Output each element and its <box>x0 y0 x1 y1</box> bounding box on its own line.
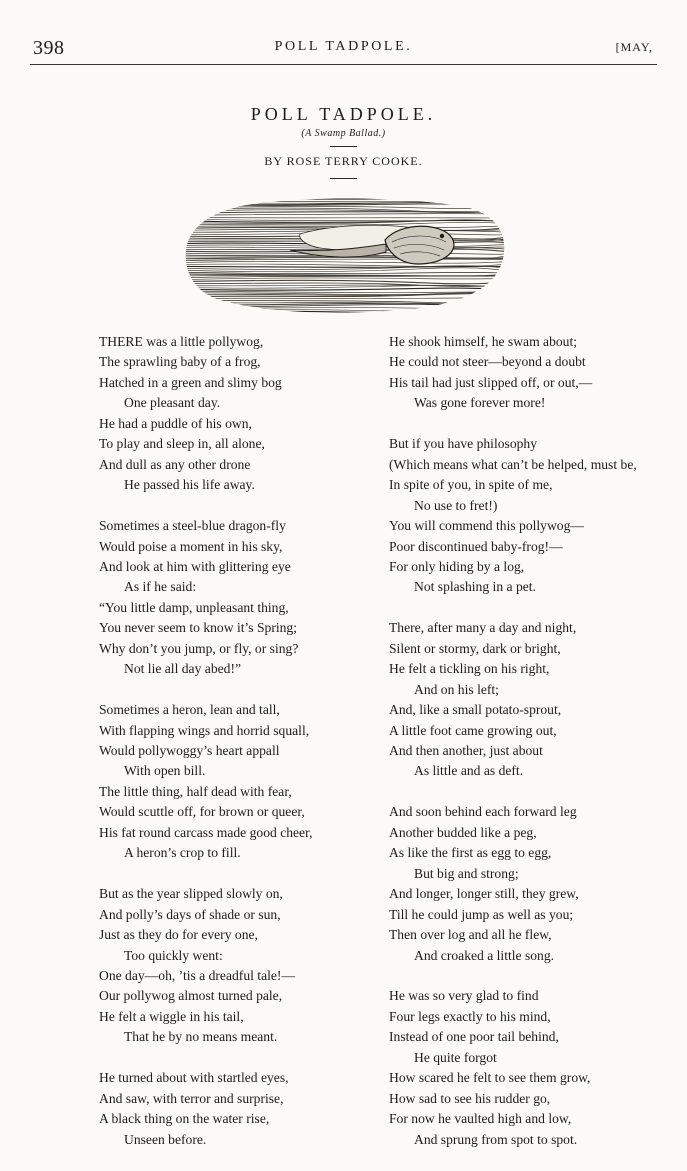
poem-line: THERE was a little pollywog, <box>99 334 264 349</box>
poem-line: And croaked a little song. <box>414 947 555 963</box>
poem-line: Sometimes a heron, lean and tall, <box>99 702 280 718</box>
poem-line: One day—oh, ’tis a dreadful tale!— <box>99 968 296 983</box>
poem-line: With flapping wings and horrid squall, <box>99 722 310 738</box>
poem-line: And soon behind each forward leg <box>389 804 577 820</box>
poem-line: His fat round carcass made good cheer, <box>99 824 313 840</box>
author-name: ROSE TERRY COOKE. <box>286 154 423 168</box>
poem-line: And on his left; <box>414 681 499 697</box>
poem-line: For only hiding by a log, <box>389 558 525 574</box>
poem-line: He passed his life away. <box>124 477 255 493</box>
poem-line: Would poise a moment in his sky, <box>99 538 283 554</box>
poem-line: Then over log and all he flew, <box>389 927 552 943</box>
poem-line: And dull as any other drone <box>99 456 251 472</box>
poem-left-column <box>99 332 379 1171</box>
poem-line: Not splashing in a pet. <box>414 579 536 595</box>
poem-line: And look at him with glittering eye <box>99 558 291 574</box>
stanza <box>389 986 679 1150</box>
poem-line: He felt a wiggle in his tail, <box>99 1008 244 1024</box>
stanza <box>389 802 679 966</box>
poem-line: He shook himself, he swam about; <box>389 334 578 349</box>
water-hatch-line <box>180 200 510 202</box>
poem-line: There, after many a day and night, <box>389 620 577 636</box>
poem-line: His tail had just slipped off, or out,— <box>389 374 593 390</box>
poem-line: To play and sleep in, all alone, <box>99 436 265 452</box>
poem-line: Till he could jump as well as you; <box>389 906 574 922</box>
poem-line: Would pollywoggy’s heart appall <box>99 743 280 759</box>
poem-line: A heron’s crop to fill. <box>124 845 241 861</box>
poem-line: But if you have philosophy <box>389 436 538 452</box>
poem-line: As if he said: <box>124 579 197 595</box>
page-number: 398 <box>33 37 65 59</box>
poem-line: He had a puddle of his own, <box>99 415 252 431</box>
poem-line: But as the year slipped slowly on, <box>99 886 283 902</box>
water-hatch-line <box>180 291 510 293</box>
poem-line: Too quickly went: <box>124 947 223 963</box>
poem-line: A black thing on the water rise, <box>99 1111 270 1127</box>
poem-right-column <box>389 332 679 1171</box>
water-hatch-line <box>180 311 510 313</box>
poem-line: You never seem to know it’s Spring; <box>99 620 297 636</box>
byline-prefix: BY <box>264 154 283 168</box>
poem-line: No use to fret!) <box>414 497 498 513</box>
poem-line: With open bill. <box>124 763 206 779</box>
poem-line: He quite forgot <box>414 1049 497 1065</box>
stanza <box>389 618 679 782</box>
poem-line: Just as they do for every one, <box>99 927 258 943</box>
water-hatch-line <box>180 259 510 261</box>
poem-line: How scared he felt to see them grow, <box>389 1070 591 1086</box>
poem-line: As like the first as egg to egg, <box>389 845 552 861</box>
title-divider <box>330 146 357 147</box>
poem-subtitle: (A Swamp Ballad.) <box>301 128 386 139</box>
poem-line: He could not steer—beyond a doubt <box>389 354 586 370</box>
stanza <box>99 1068 379 1150</box>
poem-line: Poor discontinued baby-frog!— <box>389 538 563 554</box>
poem-line: Why don’t you jump, or fly, or sing? <box>99 640 299 656</box>
water-hatch-line <box>180 298 510 299</box>
poem-line: Unseen before. <box>124 1131 207 1147</box>
water-hatch-line <box>180 268 510 272</box>
poem-line: He felt a tickling on his right, <box>389 661 550 677</box>
poem-line: But big and strong; <box>414 865 519 881</box>
stanza <box>389 434 679 598</box>
water-hatch-line <box>180 272 510 274</box>
poem-line: And, like a small potato-sprout, <box>389 702 562 718</box>
poem-line: Would scuttle off, for brown or queer, <box>99 804 305 820</box>
water-hatch-line <box>180 305 510 307</box>
tadpole-illustration <box>180 192 510 317</box>
stanza <box>99 516 379 680</box>
byline-divider <box>330 178 357 179</box>
stanza <box>99 700 379 864</box>
poem-line: That he by no means meant. <box>124 1029 278 1045</box>
water-hatch-line <box>180 276 510 278</box>
poem-line: You will commend this pollywog— <box>389 518 584 534</box>
poem-line: Hatched in a green and slimy bog <box>99 374 282 390</box>
water-hatch-line <box>180 204 510 206</box>
water-hatch-line <box>180 202 510 204</box>
poem-line: Not lie all day abed!” <box>124 661 242 677</box>
poem-line: A little foot came growing out, <box>389 722 557 738</box>
stanza <box>389 332 679 414</box>
header-rule <box>30 64 657 65</box>
poem-line: In spite of you, in spite of me, <box>389 477 553 493</box>
poem-line: He was so very glad to find <box>389 988 539 1004</box>
poem-line: The little thing, half dead with fear, <box>99 783 292 799</box>
poem-line: And sprung from spot to spot. <box>414 1131 578 1147</box>
water-hatch-line <box>180 262 510 264</box>
poem-line: Instead of one poor tail behind, <box>389 1029 559 1045</box>
water-hatch-line <box>180 214 510 216</box>
poem-line: One pleasant day. <box>124 395 221 411</box>
poem-line: How sad to see his rudder go, <box>389 1090 551 1106</box>
poem-line: And then another, just about <box>389 743 543 759</box>
water-hatch-line <box>180 278 510 280</box>
poem-line: Was gone forever more! <box>414 395 546 411</box>
poem-line: Four legs exactly to his mind, <box>389 1008 551 1024</box>
water-hatch-line <box>180 266 510 267</box>
stanza <box>99 884 379 1048</box>
poem-line: And saw, with terror and surprise, <box>99 1090 284 1106</box>
poem-line: Sometimes a steel-blue dragon-fly <box>99 518 286 534</box>
poem-title: POLL TADPOLE. <box>250 104 437 124</box>
poem-line: For now he vaulted high and low, <box>389 1111 572 1127</box>
water-hatch-line <box>180 308 510 310</box>
poem-line: The sprawling baby of a frog, <box>99 354 261 370</box>
running-title: POLL TADPOLE. <box>274 39 413 54</box>
poem-line: And polly’s days of shade or sun, <box>99 906 281 922</box>
byline <box>0 154 687 169</box>
poem-line: As little and as deft. <box>414 763 524 779</box>
issue-month: [MAY, <box>615 40 653 54</box>
poem-line: “You little damp, unpleasant thing, <box>99 599 289 615</box>
water-hatch-line <box>180 217 510 218</box>
poem-line: Silent or stormy, dark or bright, <box>389 640 561 656</box>
poem-line: And longer, longer still, they grew, <box>389 886 579 902</box>
water-hatch-line <box>180 197 510 199</box>
poem-line: He turned about with startled eyes, <box>99 1070 289 1086</box>
poem-line: Another budded like a peg, <box>389 824 537 840</box>
poem-line: (Which means what can’t be helped, must be, <box>389 456 637 472</box>
stanza <box>99 332 379 496</box>
poem-line: Our pollywog almost turned pale, <box>99 988 283 1004</box>
